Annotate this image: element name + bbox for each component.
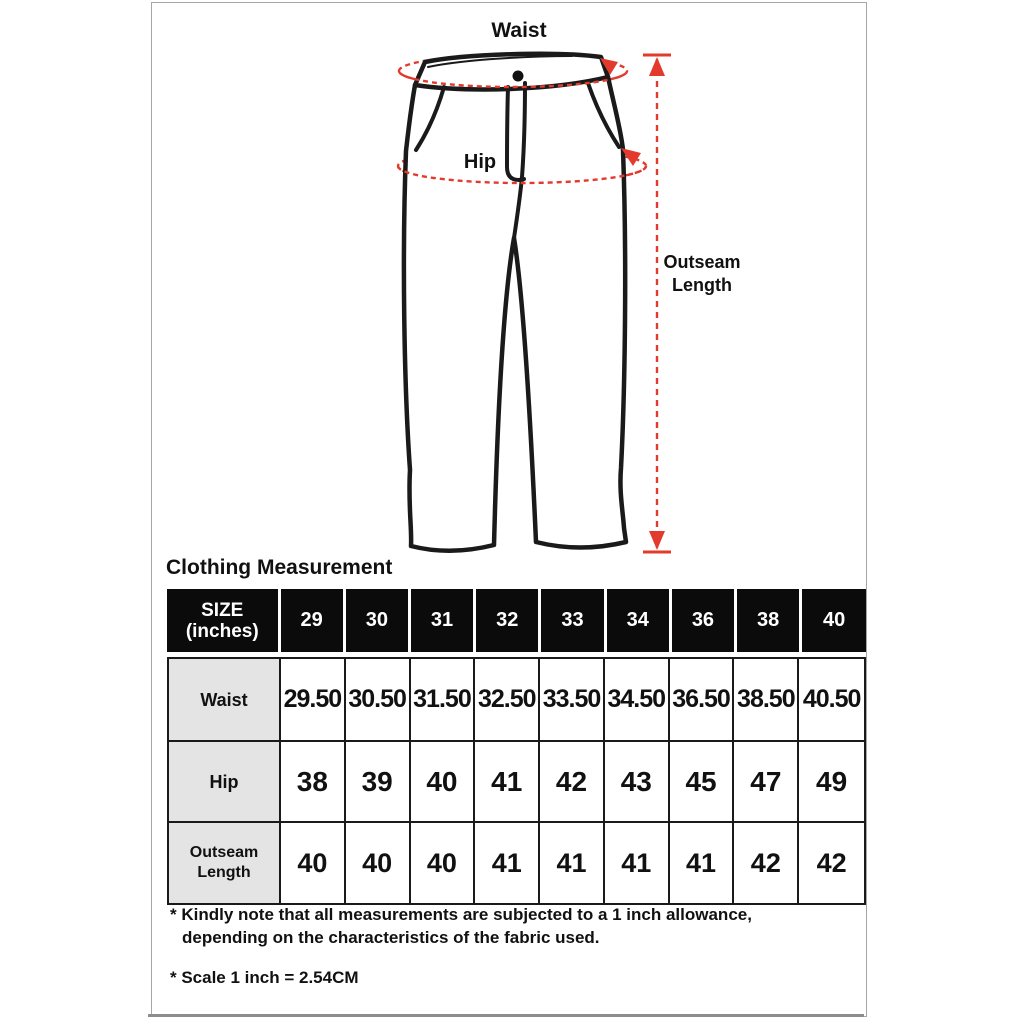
size-column-header: 29 (281, 589, 343, 652)
size-table (167, 589, 866, 905)
size-header-line1: SIZE (201, 599, 244, 621)
measurement-value-cell: 31.50 (411, 659, 476, 742)
measurement-value-cell: 38 (281, 742, 346, 823)
measurement-value-cell: 33.50 (540, 659, 605, 742)
measurement-value-cell: 29.50 (281, 659, 346, 742)
size-column-header: 34 (607, 589, 669, 652)
allowance-note-line2: depending on the characteristics of the fabric used. (182, 928, 600, 947)
size-column-header: 40 (802, 589, 866, 652)
measurement-value-cell: 47 (734, 742, 799, 823)
hip-diagram-label: Hip (463, 151, 497, 173)
measurement-value-cell: 40 (411, 742, 476, 823)
row-label-waist: Waist (169, 659, 281, 742)
outseam-arrow-top-icon (649, 57, 665, 76)
pants-outline (404, 54, 626, 551)
measurement-value-cell: 36.50 (670, 659, 735, 742)
table-header-row (167, 589, 866, 652)
row-label-outseam-length: Outseam Length (169, 823, 281, 903)
allowance-note-line1: * Kindly note that all measurements are subjected to a 1 inch allowance, (170, 905, 752, 924)
size-column-header: 31 (411, 589, 473, 652)
size-column-header: 38 (737, 589, 799, 652)
waist-diagram-label: Waist (491, 19, 547, 42)
allowance-note (170, 903, 790, 949)
bottom-divider (148, 1014, 864, 1017)
measurement-value-cell: 40.50 (799, 659, 864, 742)
scale-note: * Scale 1 inch = 2.54CM (170, 968, 359, 987)
section-title: Clothing Measurement (166, 556, 393, 579)
outseam-diagram-label (650, 251, 754, 297)
measurement-value-cell: 40 (281, 823, 346, 903)
measurement-value-cell: 42 (734, 823, 799, 903)
measurement-value-cell: 30.50 (346, 659, 411, 742)
measurement-value-cell: 34.50 (605, 659, 670, 742)
measurement-value-cell: 41 (605, 823, 670, 903)
button-dot (513, 71, 524, 82)
size-column-header: 32 (476, 589, 538, 652)
measurement-value-cell: 41 (475, 742, 540, 823)
measurement-value-cell: 40 (411, 823, 476, 903)
table-body (167, 657, 866, 905)
size-header-cell (167, 589, 278, 652)
outseam-arrow-bottom-icon (649, 531, 665, 550)
size-column-header: 36 (672, 589, 734, 652)
measurement-value-cell: 42 (799, 823, 864, 903)
row-label-hip: Hip (169, 742, 281, 823)
measurement-value-cell: 41 (670, 823, 735, 903)
measurement-value-cell: 43 (605, 742, 670, 823)
size-column-header: 33 (541, 589, 603, 652)
size-header-line2: (inches) (185, 620, 259, 642)
outseam-label-line2: Length (672, 275, 732, 295)
measurement-value-cell: 41 (540, 823, 605, 903)
measurement-value-cell: 45 (670, 742, 735, 823)
measurement-value-cell: 40 (346, 823, 411, 903)
measurement-value-cell: 38.50 (734, 659, 799, 742)
measurement-value-cell: 41 (475, 823, 540, 903)
size-column-header: 30 (346, 589, 408, 652)
measurement-value-cell: 49 (799, 742, 864, 823)
outseam-label-line1: Outseam (663, 252, 741, 272)
measurement-value-cell: 32.50 (475, 659, 540, 742)
measurement-value-cell: 42 (540, 742, 605, 823)
measurement-value-cell: 39 (346, 742, 411, 823)
